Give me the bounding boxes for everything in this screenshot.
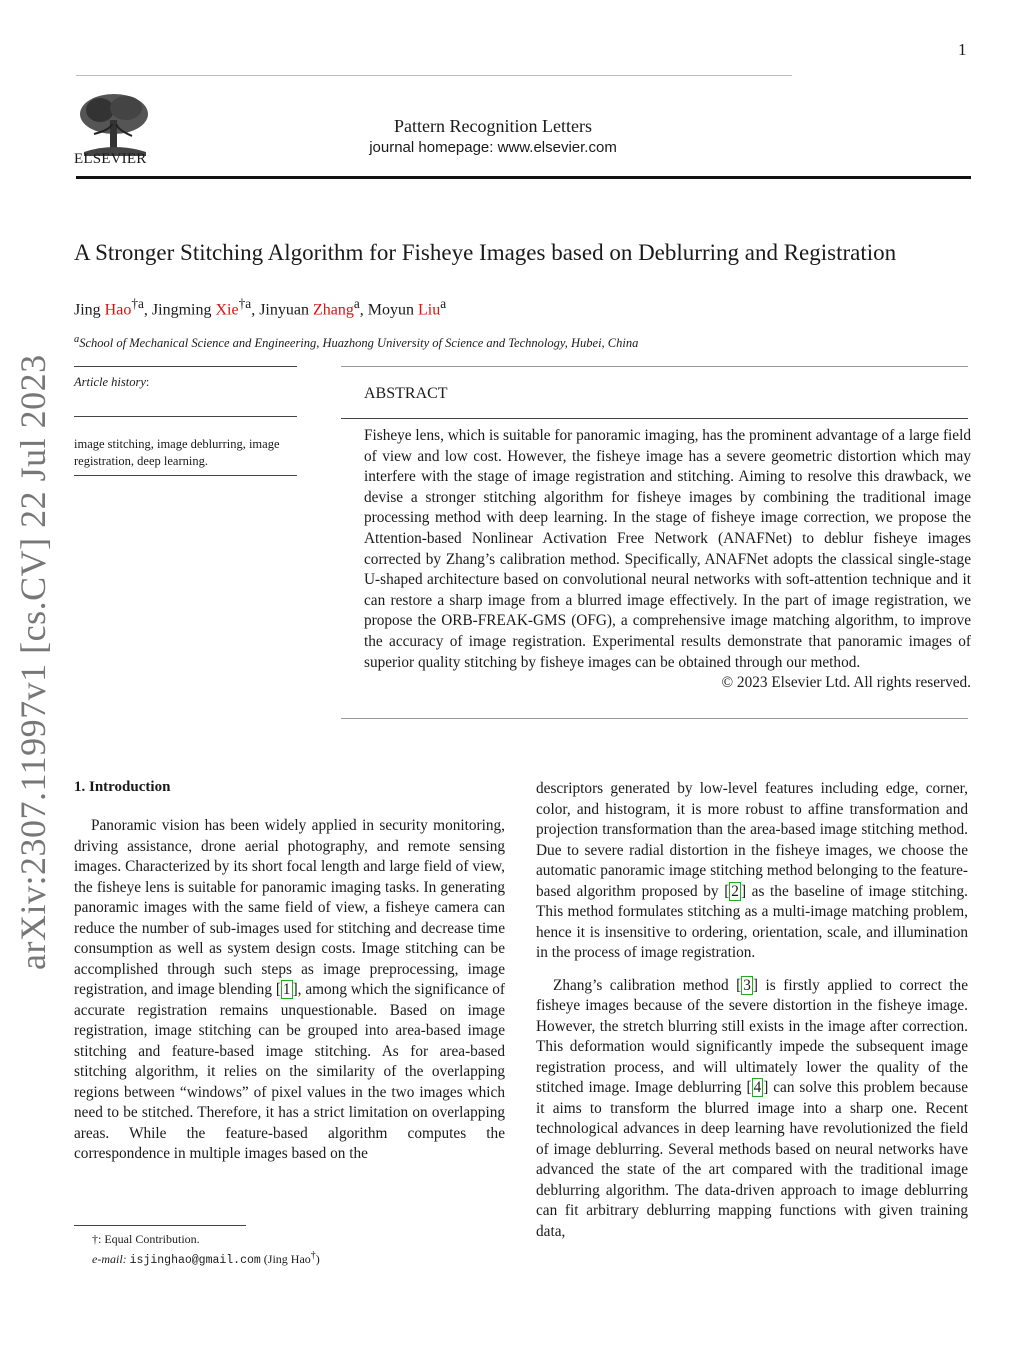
author-last-name: Liu	[418, 301, 441, 319]
section-heading: 1. Introduction	[74, 779, 171, 795]
citation-link[interactable]: 4	[753, 1079, 762, 1096]
paragraph	[74, 816, 505, 1165]
paragraph-text: ], among which the significance of accurate registration remains unquestionable. Based on image registration, image stitching can be grouped into area-based image stitching and feature-based image stitching. As for area-based stitching algorithm, it relies on the similarity of the overlapping regions between “windows” of pixel values in the two images which need to be stitched. Therefore, it has a strict limitation on overlapping areas. While the feature-based algorithm computes the correspondence in multiple images based on the	[74, 981, 506, 1162]
article-history	[74, 375, 149, 390]
paragraph-text: Zhang’s calibration method [	[553, 976, 742, 994]
author-first-name: Jinyuan	[259, 301, 313, 319]
author-list	[74, 296, 446, 319]
keywords: image stitching, image deblurring, image registration, deep learning.	[74, 437, 280, 468]
author-separator: ,	[143, 301, 152, 319]
paragraph	[536, 976, 968, 1243]
affiliation-mark: a	[74, 334, 80, 345]
footnote-email	[92, 1250, 320, 1267]
author-separator: ,	[359, 301, 368, 319]
author-affiliation-mark: a	[353, 296, 360, 311]
email-close: )	[315, 1252, 320, 1266]
journal-homepage: journal homepage: www.elsevier.com	[369, 139, 617, 156]
right-column	[536, 779, 968, 1242]
sidebar-rule-mid	[74, 416, 297, 417]
footnote-equal-contribution: †: Equal Contribution.	[92, 1232, 200, 1246]
abstract-text: Fisheye lens, which is suitable for panoramic imaging, has the prominent advantage of a large field of view and low cost. However, the fisheye image has a severe geometric distortion which may interfere with the stage of image registration and stitching. Aiming to resolve this drawback, we devise a stronger stitching algorithm for fisheye images by combining the traditional image processing method with deep learning. In the stage of fisheye image correction, we propose the Attention-based Nonlinear Activation Free Network (ANAFNet) to deblur fisheye images corrected by Zhang’s calibration method. Specifically, ANAFNet adopts the classical single-stage U-shaped architecture based on convolutional neural networks with soft-attention technique and it can restore a sharp image from a blurred image effectively. In the part of image registration, we propose the ORB-FREAK-GMS (OFG), a comprehensive image matching algorithm, to improve the accuracy of image registration. Experimental results demonstrate that panoramic images of superior quality stitching by fisheye images can be obtained through our method.	[364, 427, 971, 671]
copyright-notice: © 2023 Elsevier Ltd. All rights reserved.	[721, 674, 971, 692]
abstract-rule-top	[341, 366, 968, 367]
abstract-label: ABSTRACT	[364, 385, 448, 402]
email-label: e-mail:	[92, 1252, 127, 1266]
affiliation	[74, 334, 638, 351]
affiliation-text: School of Mechanical Science and Engineering, Huazhong University of Science and Technology, Hubei, China	[79, 336, 639, 351]
author-last-name: Zhang	[312, 301, 354, 319]
header-thick-rule	[76, 176, 971, 179]
article-history-label: Article history	[74, 375, 146, 389]
author-affiliation-mark: †a	[131, 296, 144, 311]
author-last-name: Hao	[104, 301, 132, 319]
paragraph-text: ] is firstly applied to correct the fisheye images because of the severe distortion in the fisheye image. However, the stretch blurring still exists in the image after correction. This deformation would significantly impede the subsequent image registration process, and will ultimately lower the quality of the stitched image. Image deblurring [	[536, 976, 968, 1096]
author-separator: ,	[251, 301, 260, 319]
paragraph-text: descriptors generated by low-level features including edge, corner, color, and histogram, it is more robust to affine transformation and projection transformation than the area-based image stitching method. Due to severe radial distortion in the fisheye images, we choose the automatic panoramic image stitching method belonging to the feature-based algorithm proposed by [	[536, 780, 968, 900]
paragraph	[536, 779, 968, 964]
article-history-colon: :	[145, 375, 150, 389]
sidebar-rule-bottom	[74, 475, 297, 476]
abstract-rule-mid	[341, 418, 968, 419]
email-owner: (Jing Hao	[263, 1252, 311, 1266]
abstract-rule-bottom	[341, 718, 968, 719]
author-first-name: Jing	[74, 301, 105, 319]
email-address[interactable]: isjinghao@gmail.com	[129, 1254, 261, 1267]
author-first-name: Moyun	[367, 301, 418, 319]
footnote-rule	[74, 1225, 246, 1226]
elsevier-logo-text: ELSEVIER	[74, 151, 147, 167]
citation-link[interactable]: 3	[743, 976, 751, 994]
paragraph-text: ] can solve this problem because it aims to transform the blurred image into a sharp one. Recent technological advances in deep learning have revolutionized the field of image deblurring. Several methods based on neural networks have advanced the state of the art compared with the traditional image deblurring algorithm. The data-driven approach to image deblurring can fit arbitrary deblurring mapping functions with given training data,	[536, 1079, 969, 1240]
email-owner-mark: †	[310, 1250, 316, 1261]
page-number: 1	[958, 40, 967, 59]
left-column	[74, 816, 505, 1165]
abstract-body	[364, 426, 971, 694]
citation-link[interactable]: 2	[731, 882, 739, 900]
author-last-name: Xie	[215, 301, 239, 319]
author-first-name: Jingming	[151, 301, 216, 319]
paragraph-text: Panoramic vision has been widely applied in security monitoring, driving assistance, drone aerial photography, and remote sensing images. Characterized by its short focal length and large field of view, the fisheye lens is suitable for panoramic imaging tasks. In generating panoramic images with the same field of view, a fisheye camera can reduce the number of sub-images used for stitching and decrease time consumption as well as system design costs. Image stitching can be accomplished through such steps as image preprocessing, image registration, and image blending [	[74, 817, 505, 998]
header-rule	[76, 75, 792, 76]
arxiv-stamp: arXiv:2307.11997v1 [cs.CV] 22 Jul 2023	[13, 354, 53, 970]
citation-link[interactable]: 1	[282, 981, 291, 998]
sidebar-rule-top	[74, 366, 297, 367]
author-affiliation-mark: †a	[238, 296, 252, 311]
paragraph-text: ] as the baseline of image stitching. This method formulates stitching as a multi-image matching problem, hence it is insensitive to ordering, orientation, scale, and illumination in the process of image registration.	[536, 882, 968, 961]
journal-name: Pattern Recognition Letters	[394, 116, 592, 136]
author-affiliation-mark: a	[440, 296, 447, 311]
paper-title: A Stronger Stitching Algorithm for Fisheye Images based on Deblurring and Registration	[74, 240, 897, 265]
